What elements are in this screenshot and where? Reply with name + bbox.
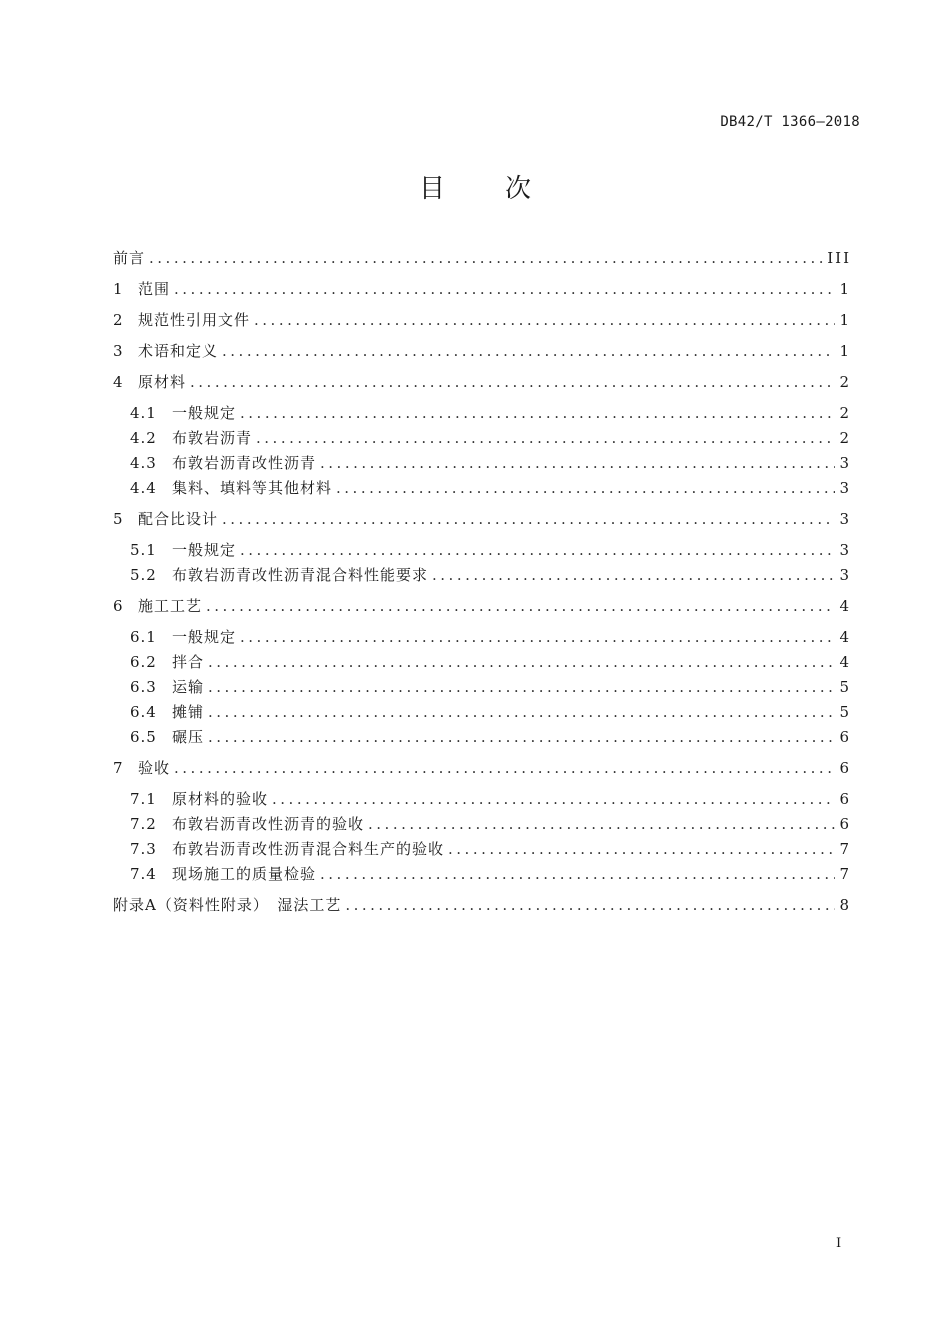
toc-dot-leader	[208, 651, 835, 673]
toc-entry-label: 附录A（资料性附录） 湿法工艺	[113, 896, 342, 914]
toc-entry-number: 6.2	[130, 653, 157, 671]
toc-entry[interactable]	[113, 278, 851, 300]
toc-entry-label: 布敦岩沥青改性沥青混合料性能要求	[172, 566, 429, 584]
toc-entry-page: III	[827, 249, 851, 267]
toc-entry[interactable]	[113, 477, 851, 499]
toc-entry-page: 3	[839, 541, 851, 559]
toc-entry-page: 8	[839, 896, 851, 914]
toc-entry[interactable]	[113, 894, 851, 916]
toc-entry-page: 1	[839, 342, 851, 360]
toc-entry-label: 验收	[138, 759, 171, 777]
toc-entry-number: 5	[113, 510, 123, 528]
toc-dot-leader	[174, 278, 835, 300]
toc-dot-leader	[272, 788, 835, 810]
toc-entry-number: 5.2	[130, 566, 157, 584]
toc-dot-leader	[190, 371, 835, 393]
toc-entry-label: 配合比设计	[138, 510, 219, 528]
toc-entry-page: 3	[839, 479, 851, 497]
toc-entry-label: 布敦岩沥青改性沥青的验收	[172, 815, 365, 833]
toc-entry-page: 1	[839, 280, 851, 298]
toc-entry-label: 施工工艺	[138, 597, 203, 615]
toc-entry-number: 4.3	[130, 454, 157, 472]
toc-entry-page: 7	[839, 840, 851, 858]
toc-entry-label: 拌合	[172, 653, 205, 671]
toc-entry-label: 碾压	[172, 728, 205, 746]
toc-entry-page: 6	[839, 790, 851, 808]
toc-entry-label: 前言	[113, 249, 146, 267]
toc-entry-label: 摊铺	[172, 703, 205, 721]
toc-entry-label: 集料、填料等其他材料	[172, 479, 333, 497]
toc-entry-number: 5.1	[130, 541, 157, 559]
toc-dot-leader	[222, 340, 835, 362]
toc-entry-number: 6.3	[130, 678, 157, 696]
toc-entry-page: 2	[839, 429, 851, 447]
toc-entry-page: 6	[839, 728, 851, 746]
toc-entry-number: 6.1	[130, 628, 157, 646]
toc-entry-page: 4	[839, 597, 851, 615]
toc-dot-leader	[174, 757, 835, 779]
toc-dot-leader	[240, 626, 835, 648]
toc-entry-page: 3	[839, 510, 851, 528]
toc-entry-number: 2	[113, 311, 123, 329]
toc-entry-label: 运输	[172, 678, 205, 696]
toc-entry[interactable]	[113, 508, 851, 530]
toc-entry[interactable]	[113, 539, 851, 561]
toc-entry-page: 2	[839, 373, 851, 391]
toc-entry[interactable]	[113, 788, 851, 810]
toc-dot-leader	[448, 838, 835, 860]
toc-entry-label: 一般规定	[172, 628, 237, 646]
toc-entry-number: 7.2	[130, 815, 157, 833]
toc-dot-leader	[336, 477, 835, 499]
toc-entry-number: 7	[113, 759, 123, 777]
toc-entry-number: 6.4	[130, 703, 157, 721]
toc-entry[interactable]	[113, 626, 851, 648]
toc-dot-leader	[254, 309, 835, 331]
toc-entry-label: 布敦岩沥青	[172, 429, 253, 447]
toc-entry[interactable]	[113, 651, 851, 673]
document-code: DB42/T 1366—2018	[720, 114, 860, 130]
toc-entry-number: 4	[113, 373, 123, 391]
toc-entry[interactable]	[113, 452, 851, 474]
toc-entry[interactable]	[113, 595, 851, 617]
toc-entry-label: 原材料	[138, 373, 187, 391]
toc-entry[interactable]	[113, 726, 851, 748]
toc-entry[interactable]	[113, 676, 851, 698]
toc-dot-leader	[240, 539, 835, 561]
toc-entry[interactable]	[113, 701, 851, 723]
toc-entry-label: 布敦岩沥青改性沥青混合料生产的验收	[172, 840, 445, 858]
toc-entry-number: 1	[113, 280, 123, 298]
toc-entry-page: 3	[839, 566, 851, 584]
toc-entry[interactable]	[113, 247, 851, 269]
toc-entry-label: 术语和定义	[138, 342, 219, 360]
toc-dot-leader	[206, 595, 835, 617]
toc-entry-number: 7.3	[130, 840, 157, 858]
toc-entry-number: 7.1	[130, 790, 157, 808]
toc-dot-leader	[222, 508, 835, 530]
toc-entry-label: 布敦岩沥青改性沥青	[172, 454, 317, 472]
toc-entry[interactable]	[113, 838, 851, 860]
toc-entry[interactable]	[113, 309, 851, 331]
toc-entry-label: 一般规定	[172, 404, 237, 422]
toc-entry[interactable]	[113, 564, 851, 586]
toc-dot-leader	[345, 894, 835, 916]
toc-dot-leader	[240, 402, 835, 424]
toc-dot-leader	[432, 564, 835, 586]
toc-entry-page: 3	[839, 454, 851, 472]
toc-entry-label: 规范性引用文件	[138, 311, 251, 329]
toc-entry[interactable]	[113, 757, 851, 779]
toc-entry[interactable]	[113, 371, 851, 393]
toc-entry-label: 现场施工的质量检验	[172, 865, 317, 883]
toc-dot-leader	[208, 676, 835, 698]
toc-dot-leader	[208, 701, 835, 723]
page-title: 目次	[418, 174, 591, 204]
toc-entry[interactable]	[113, 427, 851, 449]
toc-entry-label: 范围	[138, 280, 171, 298]
toc-dot-leader	[320, 452, 835, 474]
toc-entry-label: 一般规定	[172, 541, 237, 559]
toc-dot-leader	[368, 813, 835, 835]
toc-entry-page: 6	[839, 759, 851, 777]
page-number: I	[836, 1236, 842, 1251]
toc-entry-label: 原材料的验收	[172, 790, 269, 808]
toc-entry[interactable]	[113, 402, 851, 424]
toc-entry-page: 4	[839, 653, 851, 671]
toc-entry[interactable]	[113, 340, 851, 362]
table-of-contents	[113, 247, 851, 916]
toc-entry-page: 5	[839, 703, 851, 721]
toc-entry-number: 3	[113, 342, 123, 360]
toc-dot-leader	[256, 427, 835, 449]
toc-entry-number: 6	[113, 597, 123, 615]
toc-entry-number: 7.4	[130, 865, 157, 883]
toc-entry[interactable]	[113, 863, 851, 885]
toc-entry-page: 2	[839, 404, 851, 422]
toc-entry-page: 1	[839, 311, 851, 329]
toc-entry-page: 4	[839, 628, 851, 646]
toc-dot-leader	[149, 247, 823, 269]
toc-entry-number: 4.4	[130, 479, 157, 497]
toc-entry[interactable]	[113, 813, 851, 835]
toc-entry-number: 4.1	[130, 404, 157, 422]
toc-dot-leader	[320, 863, 835, 885]
toc-entry-number: 4.2	[130, 429, 157, 447]
toc-dot-leader	[208, 726, 835, 748]
toc-entry-page: 6	[839, 815, 851, 833]
toc-entry-page: 7	[839, 865, 851, 883]
toc-entry-number: 6.5	[130, 728, 157, 746]
toc-entry-page: 5	[839, 678, 851, 696]
